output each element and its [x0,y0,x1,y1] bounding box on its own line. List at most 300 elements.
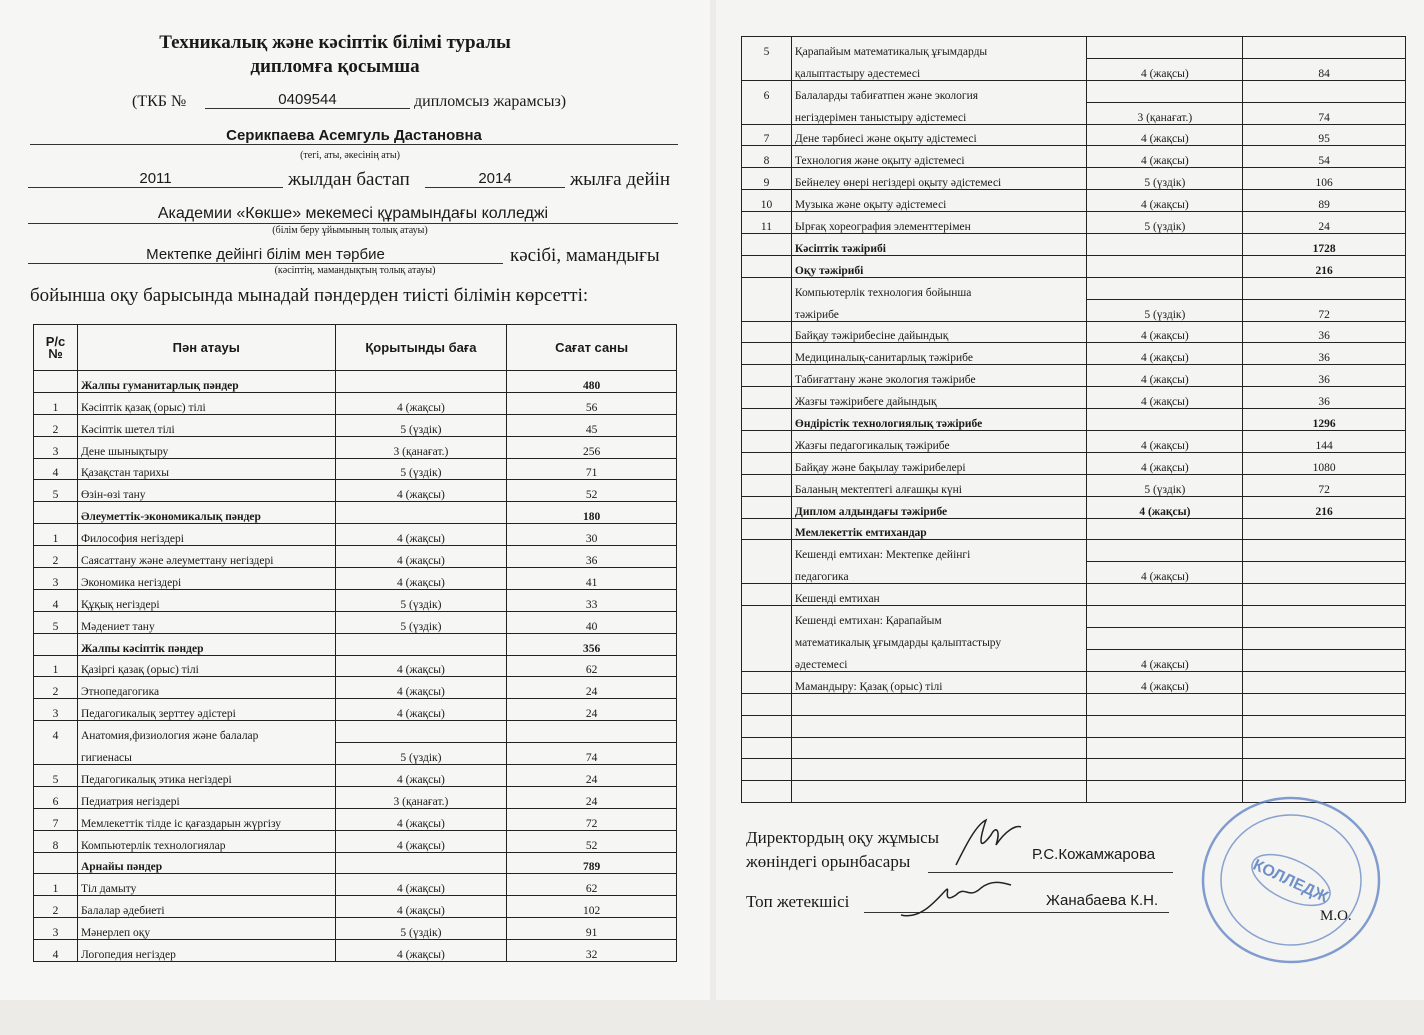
row-number: 5 [34,611,78,633]
final-grade [1087,628,1243,650]
from-text: жылдан бастап [288,169,410,190]
row-number [742,343,792,365]
hours-count: 356 [507,633,677,655]
hours-count: 36 [507,546,677,568]
row-number [742,671,792,693]
hours-count: 30 [507,524,677,546]
final-grade: 4 (жақсы) [335,677,507,699]
table-row [742,693,1406,715]
row-number [742,452,792,474]
hours-count [1243,277,1406,299]
table-row [34,786,677,808]
final-grade: 4 (жақсы) [1087,190,1243,212]
table-row [34,502,677,524]
row-number [742,737,792,759]
final-grade [1087,277,1243,299]
row-number: 2 [34,896,78,918]
hours-count: 40 [507,611,677,633]
row-number [742,299,792,321]
subject-name: Жалпы кәсіптік пәндер [77,633,335,655]
subject-name: Мемлекеттік емтихандар [791,518,1087,540]
hours-count: 144 [1243,431,1406,453]
final-grade: 4 (жақсы) [335,480,507,502]
final-grade [1087,255,1243,277]
deputy-title-line2: жөніндегі орынбасары [746,852,911,871]
row-number: 8 [742,146,792,168]
col-header-num: Р/с № [34,325,78,371]
row-number [742,693,792,715]
final-grade: 4 (жақсы) [1087,431,1243,453]
row-number [742,321,792,343]
hours-count: 1728 [1243,234,1406,256]
subject-name: Тіл дамыту [77,874,335,896]
hours-count: 216 [1243,255,1406,277]
table-row [742,606,1406,628]
final-grade: 3 (қанағат.) [1087,102,1243,124]
row-number: 5 [742,37,792,59]
final-grade: 5 (үздік) [1087,299,1243,321]
table-row [742,431,1406,453]
subject-name: Кешенді емтихан: Қарапайым [791,606,1087,628]
hours-count: 36 [1243,321,1406,343]
hours-count: 24 [507,765,677,787]
final-grade: 4 (жақсы) [1087,496,1243,518]
table-row [34,808,677,830]
table-row [742,649,1406,671]
left-page [0,0,710,1000]
table-row [34,458,677,480]
hours-count: 52 [507,480,677,502]
final-grade: 5 (үздік) [335,458,507,480]
row-number: 3 [34,568,78,590]
subject-name: Ырғақ хореография элементтерімен [791,212,1087,234]
hours-count: 102 [507,896,677,918]
diploma-number: 0409544 [205,91,410,109]
subject-name: Жазғы педагогикалық тәжірибе [791,431,1087,453]
subject-name: Балаларды табиғатпен және экология [791,80,1087,102]
hours-count: 33 [507,589,677,611]
deputy-title-line1: Директордың оқу жұмысы [746,828,940,847]
row-number: 4 [34,940,78,962]
subject-name: Әлеуметтік-экономикалық пәндер [77,502,335,524]
row-number [742,234,792,256]
row-number: 8 [34,830,78,852]
table-row [34,568,677,590]
row-number: 7 [34,808,78,830]
final-grade [1087,693,1243,715]
final-grade: 4 (жақсы) [1087,387,1243,409]
final-grade: 5 (үздік) [335,611,507,633]
subjects-table-left [33,324,677,962]
row-number [34,633,78,655]
final-grade: 5 (үздік) [335,918,507,940]
subject-name: Баланың мектептегі алғашқы күні [791,474,1087,496]
hours-count: 52 [507,830,677,852]
hours-count: 24 [507,786,677,808]
final-grade: 4 (жақсы) [335,765,507,787]
table-row [34,480,677,502]
final-grade [1087,37,1243,59]
row-number: 1 [34,874,78,896]
subject-name: Қарапайым математикалық ұғымдарды [791,37,1087,59]
from-year: 2011 [28,170,283,188]
subject-name: Мәдениет тану [77,611,335,633]
final-grade: 4 (жақсы) [1087,452,1243,474]
row-number [742,255,792,277]
table-row [742,715,1406,737]
curator-signature-icon [896,870,1016,930]
table-row [34,874,677,896]
to-text: жылға дейін [570,169,671,190]
subject-name: Балалар әдебиеті [77,896,335,918]
institution-name: Академии «Көкше» мекемесі құрамындағы колледжі [28,205,678,224]
subject-name: Мемлекеттік тілде іс қағаздарын жүргізу [77,808,335,830]
row-number [742,781,792,803]
subject-name: Музыка және оқыту әдістемесі [791,190,1087,212]
hours-count: 54 [1243,146,1406,168]
hours-count: 24 [507,677,677,699]
hours-count: 95 [1243,124,1406,146]
table-row [742,452,1406,474]
right-page [716,0,1424,1000]
hours-count: 256 [507,436,677,458]
col-header-subject: Пән атауы [77,325,335,371]
hours-count [1243,584,1406,606]
subject-name [791,759,1087,781]
final-grade: 5 (үздік) [335,414,507,436]
final-grade: 4 (жақсы) [335,568,507,590]
hours-count: 62 [507,655,677,677]
subject-name: Жазғы тәжірибеге дайындық [791,387,1087,409]
table-row [34,546,677,568]
diploma-prefix: (ТКБ № [132,93,187,110]
table-row [34,611,677,633]
subject-name: Компьютерлік технология бойынша [791,277,1087,299]
final-grade: 3 (қанағат.) [335,436,507,458]
final-grade: 4 (жақсы) [335,524,507,546]
row-number: 6 [34,786,78,808]
specialty-caption: (кәсіптің, мамандықтың толық атауы) [274,265,436,276]
table-row [742,299,1406,321]
row-number: 2 [34,677,78,699]
row-number: 4 [34,589,78,611]
table-row [34,677,677,699]
final-grade [1087,737,1243,759]
hours-count: 45 [507,414,677,436]
deputy-signature-icon [946,815,1026,875]
final-grade [335,502,507,524]
final-grade [1087,234,1243,256]
final-grade [1087,80,1243,102]
row-number [34,743,78,765]
hours-count [1243,759,1406,781]
subject-name: Кәсіптік шетел тілі [77,414,335,436]
subject-name [791,737,1087,759]
subject-name: Логопедия негіздер [77,940,335,962]
row-number [742,277,792,299]
table-row [742,584,1406,606]
row-number: 1 [34,524,78,546]
table-row [34,633,677,655]
final-grade [1087,715,1243,737]
subject-name: Компьютерлік технологиялар [77,830,335,852]
subject-name: қалыптастыру әдестемесі [791,58,1087,80]
row-number: 3 [34,436,78,458]
subject-name [791,693,1087,715]
table-row [34,699,677,721]
subject-name: негіздерімен таныстыру әдістемесі [791,102,1087,124]
table-row [742,365,1406,387]
final-grade: 4 (жақсы) [335,699,507,721]
row-number: 11 [742,212,792,234]
final-grade [335,371,507,393]
row-number: 9 [742,168,792,190]
specialty-suffix: кәсібі, мамандығы [510,245,660,266]
row-number [742,518,792,540]
table-row [34,743,677,765]
final-grade: 4 (жақсы) [1087,562,1243,584]
subject-name: Дене тәрбиесі және оқыту әдістемесі [791,124,1087,146]
table-row [742,146,1406,168]
final-grade: 4 (жақсы) [1087,671,1243,693]
subject-name: Дене шынықтыру [77,436,335,458]
hours-count: 480 [507,371,677,393]
subject-name: тәжірибе [791,299,1087,321]
final-grade [1087,409,1243,431]
final-grade: 4 (жақсы) [1087,146,1243,168]
table-row [742,168,1406,190]
subject-name: Табиғаттану және экология тәжірибе [791,365,1087,387]
final-grade: 5 (үздік) [335,589,507,611]
row-number [742,562,792,584]
subject-name: Этнопедагогика [77,677,335,699]
final-grade [335,633,507,655]
subject-name: Экономика негіздері [77,568,335,590]
final-grade: 4 (жақсы) [335,896,507,918]
subject-name: педагогика [791,562,1087,584]
subject-name: Қазіргі қазақ (орыс) тілі [77,655,335,677]
row-number [742,759,792,781]
row-number [742,584,792,606]
hours-count [1243,671,1406,693]
row-number: 3 [34,918,78,940]
row-number [742,431,792,453]
table-row [742,562,1406,584]
table-row [742,255,1406,277]
final-grade: 5 (үздік) [335,743,507,765]
hours-count: 106 [1243,168,1406,190]
hours-count: 32 [507,940,677,962]
hours-count: 72 [507,808,677,830]
row-number: 4 [34,721,78,743]
col-header-hours: Сағат саны [507,325,677,371]
row-number [34,852,78,874]
subject-name: Кешенді емтихан [791,584,1087,606]
curator-name: Жанабаева К.Н. [1046,892,1159,909]
table-row [742,518,1406,540]
row-number [742,387,792,409]
table-row [34,655,677,677]
hours-count: 56 [507,392,677,414]
row-number [34,502,78,524]
row-number: 4 [34,458,78,480]
subject-name: гигиенасы [77,743,335,765]
table-row [34,765,677,787]
hours-count: 1080 [1243,452,1406,474]
table-row [742,671,1406,693]
final-grade [1087,759,1243,781]
stamp-text: КОЛЛЕДЖ [1250,856,1331,907]
hours-count: 62 [507,874,677,896]
subject-name: Мәнерлеп оқу [77,918,335,940]
hours-count: 24 [1243,212,1406,234]
table-row [34,918,677,940]
final-grade: 4 (жақсы) [335,830,507,852]
table-row [34,896,677,918]
student-name-caption: (тегі, аты, әкесінің аты) [300,150,400,161]
hours-count: 72 [1243,299,1406,321]
final-grade: 5 (үздік) [1087,212,1243,234]
table-row [742,37,1406,59]
subject-name: Арнайы пәндер [77,852,335,874]
final-grade: 3 (қанағат.) [335,786,507,808]
subject-name: Педагогикалық зерттеу әдістері [77,699,335,721]
table-row [34,852,677,874]
subject-name: Саясаттану және әлеуметтану негіздері [77,546,335,568]
hours-count [1243,37,1406,59]
final-grade: 4 (жақсы) [1087,365,1243,387]
table-row [742,540,1406,562]
table-row [742,628,1406,650]
subject-name: Құқық негіздері [77,589,335,611]
hours-count: 89 [1243,190,1406,212]
table-row [742,234,1406,256]
table-row [742,496,1406,518]
row-number [742,496,792,518]
table-row [742,759,1406,781]
hours-count [1243,562,1406,584]
row-number [742,365,792,387]
hours-count [1243,80,1406,102]
table-row [34,436,677,458]
subject-name: Диплом алдындағы тәжірибе [791,496,1087,518]
table-row [34,524,677,546]
final-grade: 4 (жақсы) [335,392,507,414]
table-row [742,409,1406,431]
row-number [742,649,792,671]
table-row [34,721,677,743]
row-number [742,102,792,124]
hours-count: 24 [507,699,677,721]
hours-count: 74 [1243,102,1406,124]
subject-name: Байқау тәжірибесіне дайындық [791,321,1087,343]
table-row [742,190,1406,212]
row-number: 10 [742,190,792,212]
hours-count [1243,518,1406,540]
diploma-suffix: дипломсыз жарамсыз) [414,93,567,110]
row-number [742,474,792,496]
row-number: 5 [34,765,78,787]
table-row [34,589,677,611]
row-number: 2 [34,414,78,436]
deputy-name: Р.С.Кожамжарова [1032,846,1156,863]
row-number [34,371,78,393]
table-row [742,321,1406,343]
final-grade: 4 (жақсы) [335,940,507,962]
final-grade [1087,584,1243,606]
hours-count: 91 [507,918,677,940]
subject-name: Өзін-өзі тану [77,480,335,502]
hours-count: 36 [1243,343,1406,365]
subject-name: Жалпы гуманитарлық пәндер [77,371,335,393]
institution-caption: (білім беру ұйымының толық атауы) [272,225,428,236]
subject-name: Кәсіптік тәжірибі [791,234,1087,256]
row-number [742,540,792,562]
hours-count [1243,606,1406,628]
table-row [34,830,677,852]
hours-count: 789 [507,852,677,874]
subject-name [791,715,1087,737]
final-grade: 4 (жақсы) [1087,124,1243,146]
final-grade [335,721,507,743]
table-row [742,277,1406,299]
final-grade: 4 (жақсы) [1087,649,1243,671]
hours-count: 1296 [1243,409,1406,431]
hours-count: 74 [507,743,677,765]
table-row [34,414,677,436]
subject-name: Өндірістік технологиялық тәжірибе [791,409,1087,431]
row-number [742,409,792,431]
row-number: 2 [34,546,78,568]
hours-count: 36 [1243,387,1406,409]
subject-name: Педиатрия негіздері [77,786,335,808]
final-grade: 4 (жақсы) [1087,343,1243,365]
table-row [34,371,677,393]
hours-count: 71 [507,458,677,480]
row-number: 3 [34,699,78,721]
hours-count [1243,649,1406,671]
document-title: Техникалық және кәсіптік білімі туралы [159,32,511,53]
table-row [742,102,1406,124]
hours-count: 216 [1243,496,1406,518]
row-number: 5 [34,480,78,502]
final-grade [1087,518,1243,540]
to-year: 2014 [425,170,565,188]
table-row [742,343,1406,365]
table-row [34,940,677,962]
seal-place-label: М.О. [1320,908,1352,924]
college-stamp-icon [1196,790,1386,970]
final-grade [1087,606,1243,628]
subject-name: әдестемесі [791,649,1087,671]
hours-count [1243,737,1406,759]
subjects-table-right [741,36,1406,803]
hours-count: 72 [1243,474,1406,496]
hours-count [1243,693,1406,715]
hours-count: 41 [507,568,677,590]
final-grade: 5 (үздік) [1087,474,1243,496]
subject-name: Педагогикалық этика негіздері [77,765,335,787]
subject-name: Технология және оқыту әдістемесі [791,146,1087,168]
specialty-name: Мектепке дейінгі білім мен тәрбие [28,246,503,264]
final-grade: 4 (жақсы) [1087,321,1243,343]
table-row [742,58,1406,80]
final-grade: 4 (жақсы) [335,546,507,568]
final-grade: 5 (үздік) [1087,168,1243,190]
row-number: 1 [34,655,78,677]
table-row [742,124,1406,146]
subject-name: Оқу тәжірибі [791,255,1087,277]
